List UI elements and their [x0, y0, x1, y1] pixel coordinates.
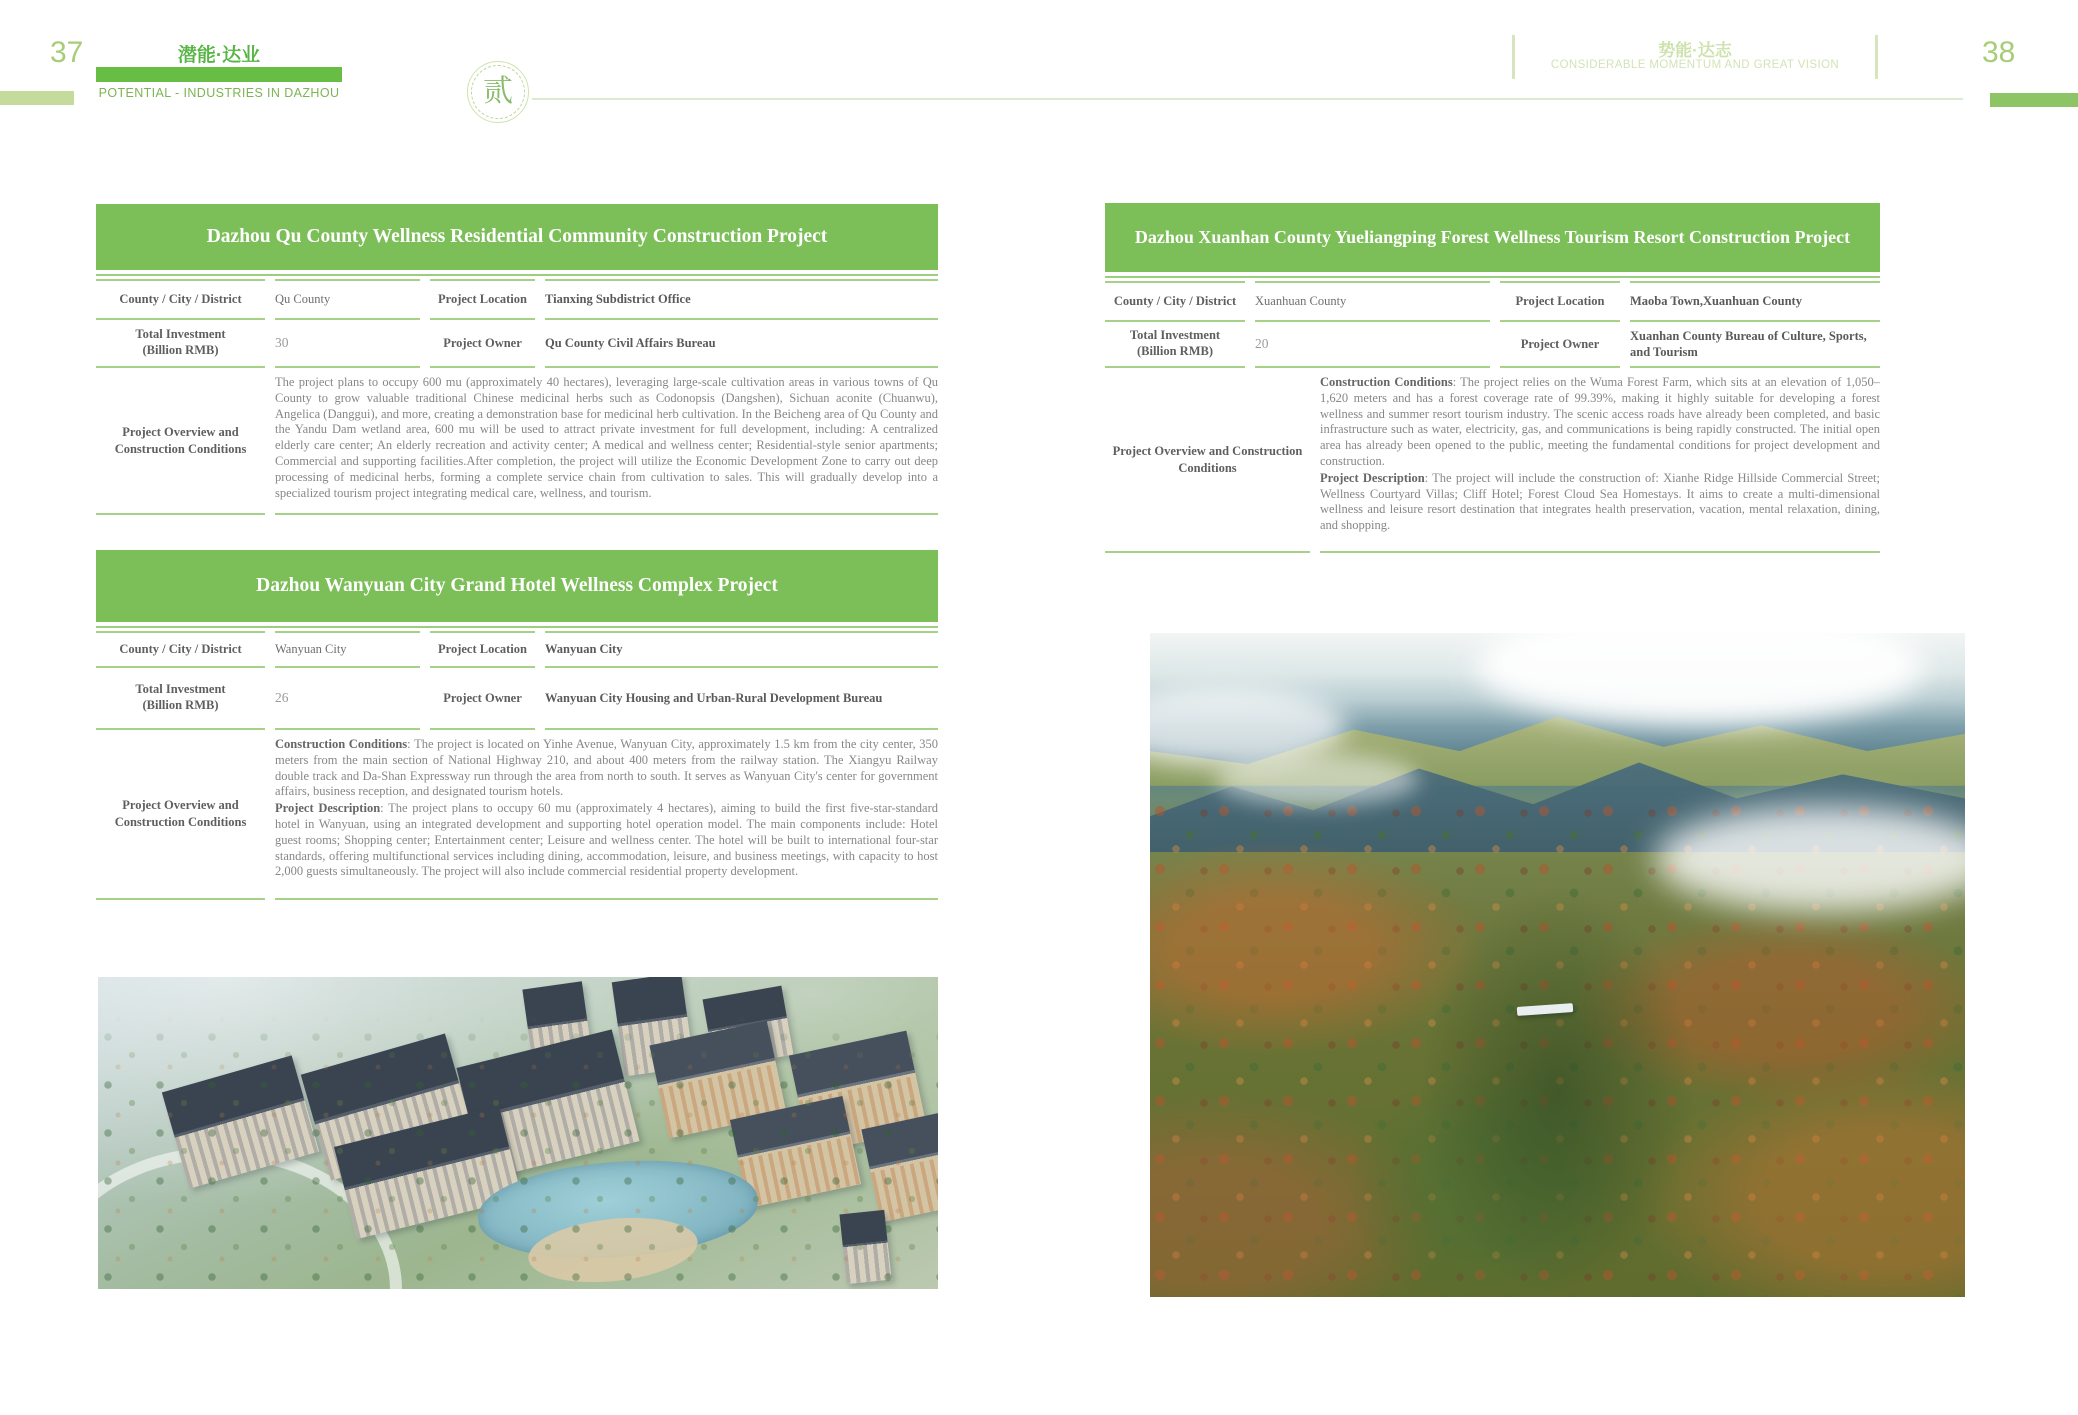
- table2-overview-row: [96, 730, 938, 900]
- road: [98, 1147, 402, 1289]
- paragraph-lead: Construction Conditions: [1320, 375, 1453, 389]
- overview-label: Project Overview and Construction Conditions: [1105, 368, 1310, 553]
- fog-cloud: [1215, 753, 1419, 806]
- apartment-block: [649, 1021, 786, 1139]
- owner-label: Project Owner: [430, 668, 535, 730]
- page-number-right: 38: [1982, 36, 2016, 69]
- right-header-divider-left: [1512, 35, 1515, 79]
- header-rule-line: [532, 98, 1963, 100]
- table3-title-band: Dazhou Xuanhan County Yueliangping Forest Wellness Tourism Resort Construction Project: [1105, 203, 1880, 272]
- right-edge-bar: [1990, 93, 2078, 107]
- overview-label: Project Overview and Construction Conditions: [96, 730, 265, 900]
- paragraph-text: : The project is located on Yinhe Avenue, Wanyuan City, approximately 1.5 km from the city center, 350 meters from the main section of National Highway 210, and about 400 meters from the railway station. The Xiangyu Railway double track and Da-Shan Expressway run through the area from north to south. It serves as Wanyuan City's center for government affairs, business reception, and designated tourism hotels.: [275, 737, 939, 799]
- left-title-bar: [96, 67, 342, 82]
- county-label: County / City / District: [96, 279, 265, 320]
- location-value: Tianxing Subdistrict Office: [545, 279, 938, 320]
- apartment-block: [789, 1031, 927, 1154]
- fog-cloud: [1476, 633, 1924, 726]
- pond: [475, 1152, 761, 1266]
- plaza: [525, 1210, 701, 1289]
- hotel-building: [301, 1033, 476, 1180]
- county-label: County / City / District: [96, 631, 265, 668]
- investment-value: 20: [1255, 322, 1490, 368]
- table1-title-band: Dazhou Qu County Wellness Residential Community Construction Project: [96, 204, 938, 270]
- table2-title-band: Dazhou Wanyuan City Grand Hotel Wellness Complex Project: [96, 550, 938, 622]
- county-label: County / City / District: [1105, 281, 1245, 322]
- left-edge-bar: [0, 91, 74, 105]
- paragraph-text: The project plans to occupy 600 mu (approximately 40 hectares), leveraging large-scale cultivation areas in various towns of Qu County to grow valuable traditional Chinese medicinal herbs such as Codonopsis (Dangshen), Sichuan aconite (Chuanwu), Angelica (Danggui), and more, creating a demonstration base for medicinal herb cultivation. In the Beicheng area of Qu County and the Yandu Dam wetland area, 600 mu will be used to attract private investment for full development, including: A centralized elderly care center; An elderly recreation and activity center; A medical and wellness center; Residential-style senior apartments; Commercial and supporting facilities.After completion, the project will utilize the Economic Development Zone to carry out deep processing of medicinal herbs, forming a complete service chain from cultivation to sales. This will gradually develop into a specialized tourism project integrating medical care, wellness, and tourism.: [275, 375, 938, 500]
- overview-text: [275, 368, 938, 515]
- location-value: Maoba Town,Xuanhuan County: [1630, 281, 1880, 322]
- location-value: Wanyuan City: [545, 631, 938, 668]
- owner-label: Project Owner: [1500, 322, 1620, 368]
- hotel-building: [162, 1055, 319, 1188]
- investment-value: 26: [275, 668, 420, 730]
- investment-label-line1: Total Investment: [135, 327, 226, 342]
- table3-info-grid: [1105, 281, 1880, 368]
- investment-value: 30: [275, 320, 420, 368]
- paragraph-lead: Project Description: [275, 801, 381, 816]
- table2-info-grid: [96, 631, 938, 730]
- overview-text: [275, 730, 938, 900]
- overview-text: [1320, 368, 1880, 553]
- county-value: Xuanhuan County: [1255, 281, 1490, 322]
- building-block: [522, 981, 593, 1074]
- investment-label-line1: Total Investment: [1129, 328, 1221, 343]
- table3-overview-row: [1105, 368, 1880, 553]
- apartment-block: [861, 1107, 938, 1223]
- county-value: Qu County: [275, 279, 420, 320]
- left-chinese-title: 潜能·达业: [177, 45, 261, 66]
- location-label: Project Location: [1500, 281, 1620, 322]
- paragraph-text: : The project will include the construction of: Xianhe Ridge Hillside Commercial Street; Wellness Courtyard Villas; Cliff Hotel; Forest Cloud Sea Homestays. It aims to create a multi-dimensional wellness and leisure resort destination that integrates health preservation, vacation, mental relaxation, dining, and shopping.: [1320, 470, 1880, 533]
- seal-character: 贰: [483, 75, 513, 108]
- left-subtitle: POTENTIAL - INDUSTRIES IN DAZHOU: [98, 86, 340, 100]
- hotel-complex-rendering-photo: [98, 977, 938, 1289]
- table1-info-grid: [96, 279, 938, 368]
- autumn-forest-photo: [1150, 633, 1965, 1297]
- building-block: [839, 1210, 891, 1284]
- building-block: [703, 986, 794, 1069]
- owner-label: Project Owner: [430, 320, 535, 368]
- investment-label-line1: Total Investment: [135, 682, 226, 697]
- table2-rule: [96, 626, 938, 628]
- investment-label: [96, 668, 265, 730]
- county-value: Wanyuan City: [275, 631, 420, 668]
- owner-value: Xuanhan County Bureau of Culture, Sports, and Tourism: [1630, 322, 1880, 368]
- paragraph-lead: Construction Conditions: [275, 737, 408, 751]
- paragraph-lead: Project Description: [1320, 470, 1425, 485]
- investment-label-line2: (Billion RMB): [1136, 344, 1214, 358]
- chapter-seal-icon: [467, 61, 529, 123]
- right-subtitle: CONSIDERABLE MOMENTUM AND GREAT VISION: [1550, 59, 1840, 71]
- investment-label-line2: (Billion RMB): [142, 698, 219, 712]
- location-label: Project Location: [430, 631, 535, 668]
- investment-label: [96, 320, 265, 368]
- hotel-annex: [334, 1106, 522, 1239]
- overview-label: Project Overview and Construction Conditions: [96, 368, 265, 515]
- investment-label: [1105, 322, 1245, 368]
- table3-rule: [1105, 276, 1880, 278]
- hotel-building: [456, 1029, 639, 1179]
- paragraph-text: : The project plans to occupy 60 mu (approximately 4 hectares), aiming to build the first five-star-standard hotel in Wanyuan, using an integrated development and supporting hotel operation model. The main components include: Hotel guest rooms; Shopping center; Entertainment center; Leisure and wellness center. The hotel will be built to international four-star standards, offering multifunctional services including dining, accommodation, leisure, and business meetings, with capacity to host 2,000 guests simultaneously. The project will also include commercial residential property development.: [275, 801, 938, 879]
- right-header-divider-right: [1875, 35, 1878, 79]
- page-number-left: 37: [50, 36, 84, 69]
- owner-value: Wanyuan City Housing and Urban-Rural Development Bureau: [545, 668, 938, 730]
- paragraph-text: : The project relies on the Wuma Forest Farm, which sits at an elevation of 1,050–1,620 meters and has a forest coverage rate of 99.39%, making it highly suitable for developing a forest wellness and summer resort tourism industry. The scenic access roads have already been completed, and basic infrastructure such as water, electricity, gas, and communications is being rapidly constructed. The initial open area has already been opened to the public, meeting the fundamental conditions for project development and construction.: [1320, 375, 1880, 468]
- right-chinese-title: 势能·达志: [1658, 41, 1732, 60]
- location-label: Project Location: [430, 279, 535, 320]
- table1-rule: [96, 274, 938, 276]
- valley-shadow: [1419, 885, 1696, 1297]
- table1-overview-row: [96, 368, 938, 515]
- owner-value: Qu County Civil Affairs Bureau: [545, 320, 938, 368]
- investment-label-line2: (Billion RMB): [142, 343, 219, 357]
- apartment-block: [730, 1096, 861, 1208]
- building-block: [612, 977, 695, 1076]
